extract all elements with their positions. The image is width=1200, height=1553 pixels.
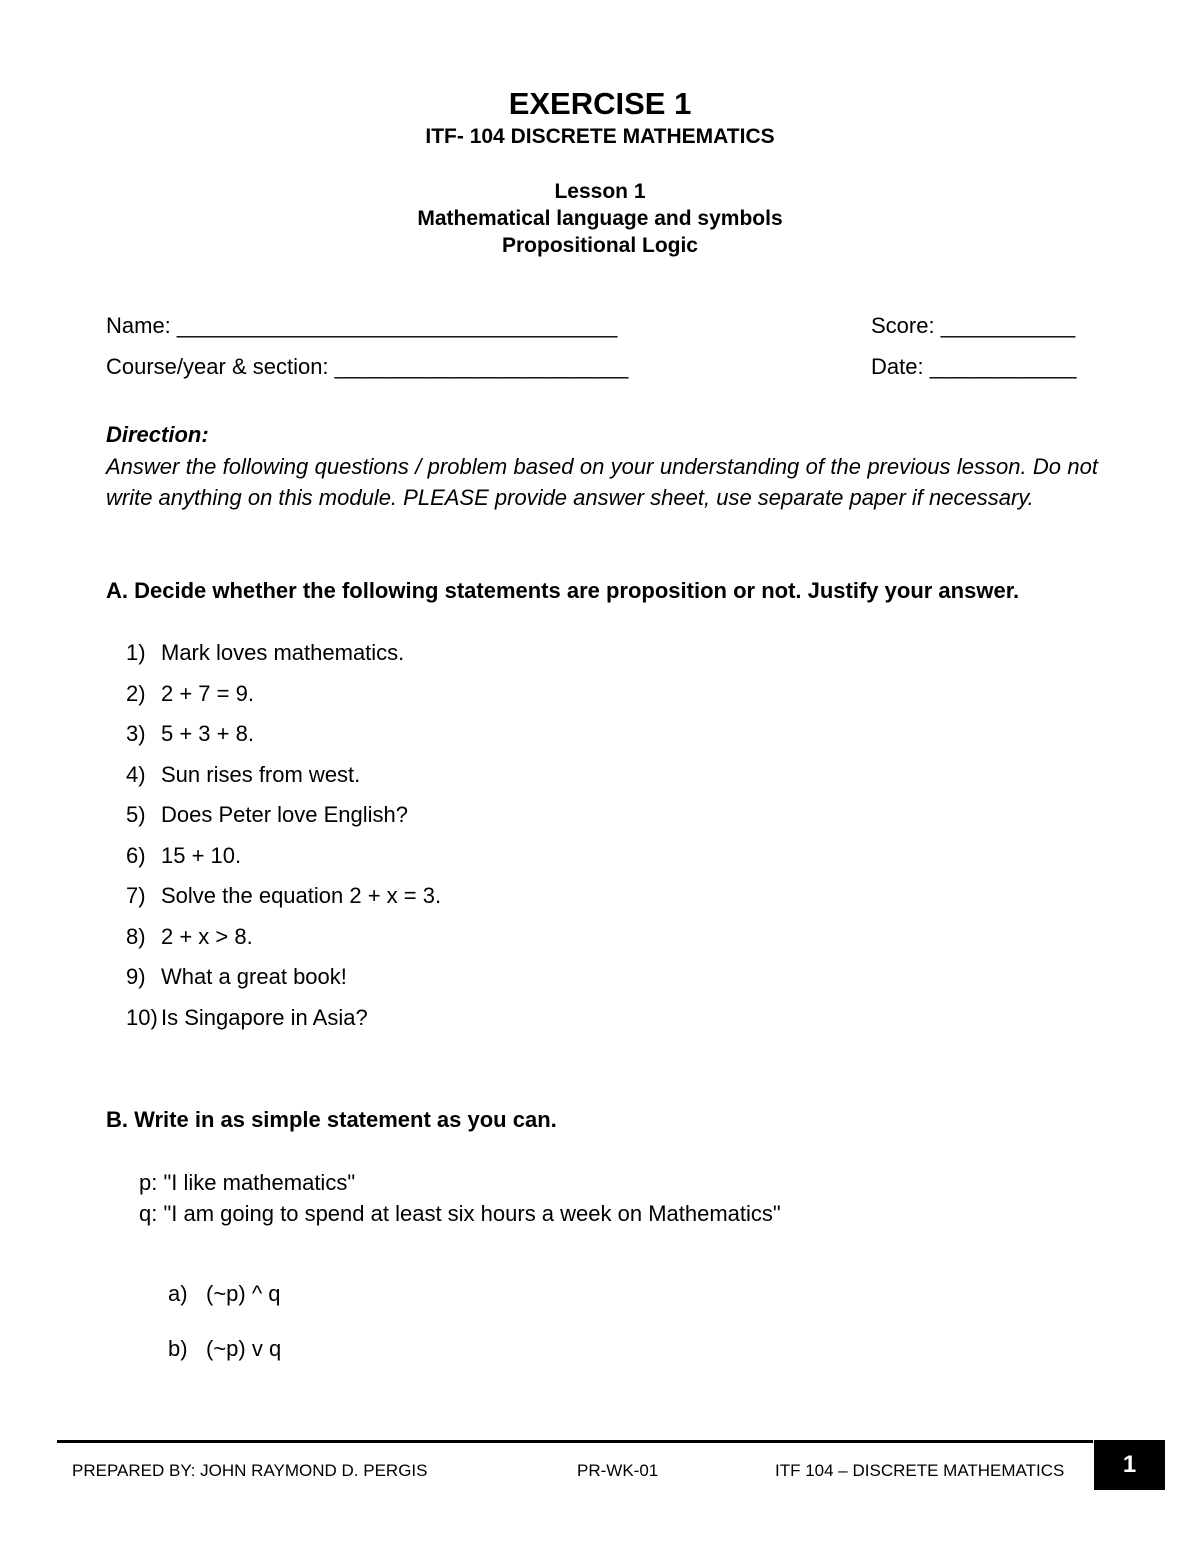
list-item: 3) 5 + 3 + 8. [126,721,254,746]
course-subtitle: ITF- 104 DISCRETE MATHEMATICS [425,125,775,148]
score-field: Score: ___________ [871,313,1076,338]
q-statement: q: "I am going to spend at least six hours a week on Mathematics" [139,1201,781,1226]
lesson-number: Lesson 1 [554,180,646,203]
list-item: 9) What a great book! [126,964,347,989]
name-field: Name: ____________________________________ [106,313,618,338]
section-b-heading: B. Write in as simple statement as you can. [106,1107,557,1132]
direction-heading: Direction: [106,422,209,447]
list-item: 2) 2 + 7 = 9. [126,681,254,706]
list-item: 6) 15 + 10. [126,843,242,868]
list-item: 4) Sun rises from west. [126,762,361,787]
list-item: a) (~p) ^ q [168,1281,281,1306]
list-item: 7) Solve the equation 2 + x = 3. [126,883,442,908]
page-number: 1 [1094,1440,1165,1490]
section-a-heading: A. Decide whether the following statements are proposition or not. Justify your answer. [106,578,1020,603]
lesson-subtopic: Propositional Logic [501,234,698,257]
direction-text: Answer the following questions / problem based on your understanding of the previous lesson. Do not write anything on this module. PLEASE provide answer sheet, use separate paper if necessary. [106,454,1098,510]
footer-divider [57,1440,1093,1443]
lesson-topic: Mathematical language and symbols [417,207,783,230]
list-item: 8) 2 + x > 8. [126,924,253,949]
footer-code: PR-WK-01 [577,1461,659,1480]
course-section-field: Course/year & section: ________________________ [106,354,629,379]
list-item: b) (~p) v q [168,1336,282,1361]
list-item: 10) Is Singapore in Asia? [126,1005,368,1030]
footer-prepared-by: PREPARED BY: JOHN RAYMOND D. PERGIS [72,1461,428,1480]
p-statement: p: "I like mathematics" [139,1170,356,1195]
footer-course: ITF 104 – DISCRETE MATHEMATICS [775,1461,1065,1480]
list-item: 5) Does Peter love English? [126,802,409,827]
page-title: EXERCISE 1 [508,86,692,121]
list-item: 1) Mark loves mathematics. [126,640,405,665]
date-field: Date: ____________ [871,354,1077,379]
